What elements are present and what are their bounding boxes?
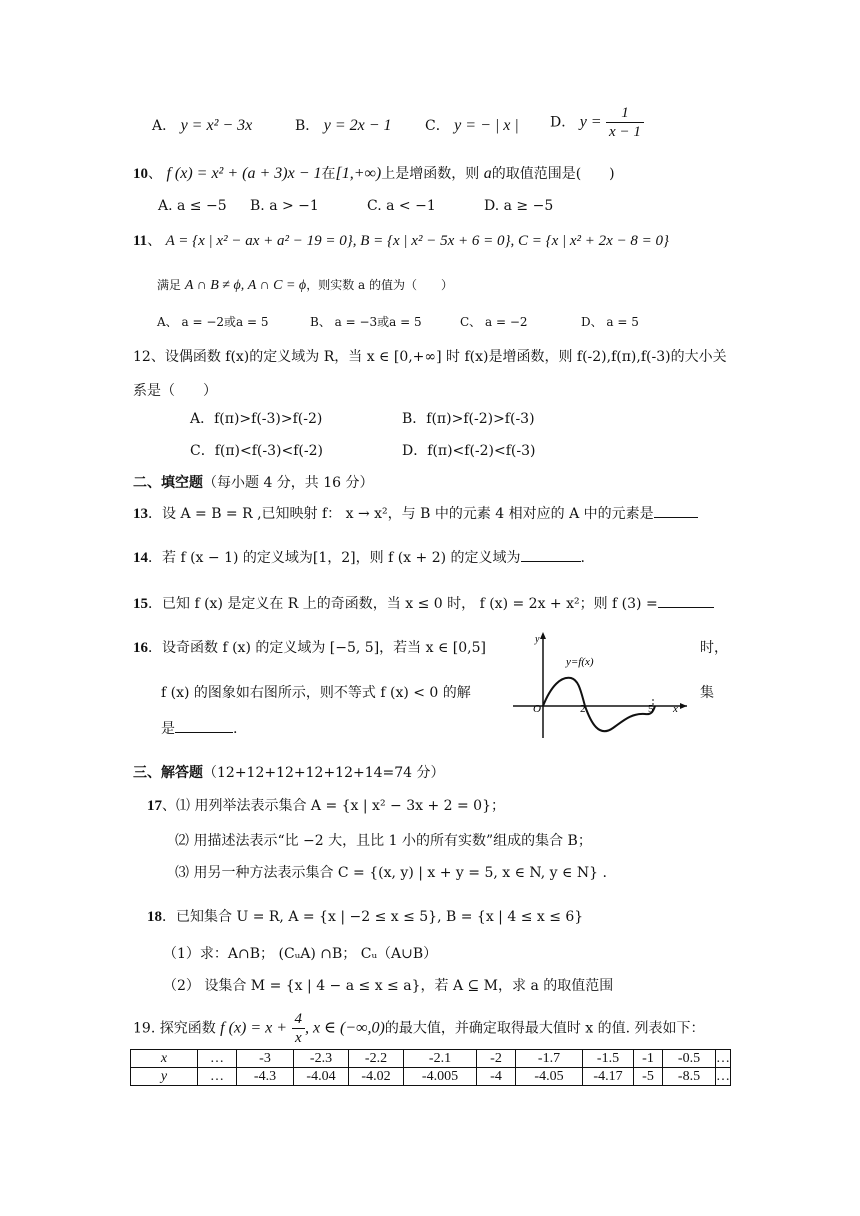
q16-answer-blank[interactable] (175, 732, 233, 733)
q12-text-2: 系是（ ） (133, 383, 217, 399)
table-cell: -5 (634, 1068, 663, 1086)
question-12-line-1 (133, 346, 727, 366)
table-cell: -1 (634, 1050, 663, 1068)
q19-value-table (130, 1049, 731, 1086)
q12-option-d-text: D．f(π)<f(-2)<f(-3) (402, 443, 536, 459)
section-3-note: （12+12+12+12+12+14=74 分） (203, 765, 445, 781)
q10-number: 10 (133, 166, 148, 182)
table-x-header: x (131, 1050, 198, 1068)
q10-function: f (x) = x² + (a + 3)x − 1 (166, 165, 322, 182)
section-fill-in (133, 472, 374, 492)
q19-expr-rhs: , x ∈ (−∞,0) (305, 1019, 385, 1037)
q12-text-1: 12、设偶函数 f(x)的定义域为 R，当 x ∈ [0,+∞] 时 f(x)是增函数，则 f(-2),f(π),f(-3)的大小关 (133, 349, 727, 365)
table-cell: … (198, 1068, 237, 1086)
q11-condition-prefix: 满足 (157, 278, 182, 292)
q10-option-b-text: B. a > −1 (250, 198, 319, 214)
q9-option-b-wrap (295, 115, 392, 135)
q10-option-a-text: A. a ≤ −5 (158, 198, 227, 214)
q11-number: 11 (133, 233, 148, 249)
q12-option-c-text: C．f(π)<f(-3)<f(-2) (190, 443, 323, 459)
question-16-line-3 (161, 718, 237, 738)
q16-text-1b-wrap (700, 637, 728, 657)
table-cell: -4.05 (516, 1068, 583, 1086)
q16-text-2a: f (x) 的图象如右图所示，则不等式 f (x) < 0 的解 (161, 685, 471, 701)
q11-separator: 、 (147, 233, 162, 249)
question-17-line-2 (175, 830, 592, 850)
q11-option-d (581, 313, 639, 330)
q19-fraction-denominator: x (294, 1030, 302, 1046)
q17-number: 17 (147, 798, 162, 814)
q16-function-graph (505, 628, 695, 740)
q17-text-2: ⑵ 用描述法表示“比 −2 大，且比 1 小的所有实数”组成的集合 B； (175, 833, 592, 849)
q19-expr-lhs: f (x) = x + (220, 1019, 288, 1037)
table-row-x (131, 1050, 731, 1068)
q9-option-d-denominator: x − 1 (609, 124, 641, 140)
q14-number: 14 (133, 550, 148, 566)
q9-option-a-label: A． (152, 118, 177, 134)
table-y-header: y (131, 1068, 198, 1086)
q13-answer-blank[interactable] (654, 517, 698, 518)
graph-tick-2: 2 (580, 703, 586, 715)
table-cell: -8.5 (663, 1068, 716, 1086)
question-15 (133, 593, 714, 613)
q11-option-c-text: C、 a = −2 (460, 315, 528, 329)
q9-option-c: y = − | x | (454, 117, 519, 134)
section-3-title: 三、解答题 (133, 765, 203, 781)
q11-condition (157, 276, 453, 294)
q12-option-c (190, 440, 323, 460)
graph-x-label: x (673, 703, 678, 715)
q12-option-d (402, 440, 535, 460)
q10-option-c-text: C. a < −1 (367, 198, 436, 214)
x-axis-arrow-icon (680, 703, 687, 709)
table-cell: -2.2 (349, 1050, 404, 1068)
q10-option-d (484, 198, 553, 214)
table-cell: -0.5 (663, 1050, 716, 1068)
table-cell: -2 (477, 1050, 516, 1068)
graph-y-label: y (535, 634, 540, 645)
q16-text-1a: ．设奇函数 f (x) 的定义域为 [−5, 5]，若当 x ∈ [0,5] (148, 640, 486, 656)
q16-text-2b-wrap (700, 682, 714, 702)
section-2-note: （每小题 4 分，共 16 分） (203, 475, 374, 491)
q11-option-b (310, 313, 422, 330)
q11-condition-expr: A ∩ B ≠ ϕ, A ∩ C = ϕ (184, 278, 307, 293)
q16-number: 16 (133, 640, 148, 656)
table-row-y (131, 1068, 731, 1086)
q16-text-1b: 时， (700, 640, 728, 656)
q13-text: ．设 A = B = R ,已知映射 f： x → x²，与 B 中的元素 4 相对应的 A 中的元素是 (148, 506, 654, 522)
q19-prefix: 19. 探究函数 (133, 1020, 216, 1037)
q9-option-d-lhs: y = (579, 113, 602, 131)
q12-option-b (402, 408, 535, 428)
q19-fraction (292, 1010, 306, 1047)
q11-option-a (157, 313, 268, 330)
q19-fraction-numerator: 4 (292, 1010, 306, 1029)
table-cell: -4.02 (349, 1068, 404, 1086)
q18-number: 18 (147, 909, 162, 925)
q9-option-d-wrap (550, 104, 644, 141)
q14-end: . (580, 550, 585, 566)
q9-option-c-wrap (425, 115, 519, 135)
table-cell: -4 (477, 1068, 516, 1086)
q10-interval: [1,+∞) (335, 165, 382, 182)
q18-text-3: （2） 设集合 M = {x | 4 − a ≤ x ≤ a}，若 A ⊆ M，求 a 的取值范围 (163, 978, 614, 994)
table-cell: -1.5 (583, 1050, 634, 1068)
section-answers (133, 762, 445, 782)
question-13 (133, 503, 698, 523)
q9-option-b: y = 2x − 1 (323, 117, 392, 134)
graph-function-label: y=f(x) (566, 656, 594, 668)
q14-text: ．若 f (x − 1) 的定义域为[1，2]，则 f (x + 2) 的定义域为 (148, 550, 521, 566)
table-cell: -4.3 (237, 1068, 294, 1086)
q10-text-3: 的取值范围是( ) (491, 166, 615, 182)
question-11 (133, 230, 669, 250)
table-cell: -2.1 (404, 1050, 477, 1068)
q11-sets: A = {x | x² − ax + a² − 19 = 0}, B = {x | x² − 5x + 6 = 0}, C = {x | x² + 2x − 8 = 0} (165, 233, 670, 249)
q11-option-d-text: D、 a = 5 (581, 315, 639, 329)
q10-option-a (158, 198, 227, 214)
q16-text-2b: 集 (700, 685, 714, 701)
q16-text-3b: . (233, 721, 238, 737)
table-cell: … (716, 1050, 730, 1066)
question-17-line-3 (175, 862, 607, 882)
q10-option-d-text: D. a ≥ −5 (484, 198, 554, 214)
q9-option-d-label: D． (550, 114, 576, 131)
question-10 (133, 163, 615, 183)
graph-tick-5: 5 (648, 703, 654, 715)
table-cell: -3 (237, 1050, 294, 1068)
graph-origin-label: O (533, 703, 541, 715)
q10-option-c (367, 198, 436, 214)
q9-option-c-label: C． (425, 118, 450, 134)
table-cell: -4.17 (583, 1068, 634, 1086)
q10-text-1: 在 (321, 166, 336, 182)
q12-option-a (190, 408, 322, 428)
graph-curve (543, 678, 655, 731)
section-2-title: 二、填空题 (133, 475, 203, 491)
q15-answer-blank[interactable] (658, 607, 714, 608)
q15-number: 15 (133, 596, 148, 612)
q12-option-b-text: B．f(π)>f(-2)>f(-3) (402, 411, 535, 427)
question-18-line-1 (147, 906, 583, 926)
q17-text-1: 、⑴ 用列举法表示集合 A = {x | x² − 3x + 2 = 0}； (162, 798, 505, 814)
q14-answer-blank[interactable] (521, 561, 581, 562)
q10-variable: a (483, 165, 492, 182)
q18-text-1: ．已知集合 U = R, A = {x | −2 ≤ x ≤ 5}, B = {x | 4 ≤ x ≤ 6} (162, 909, 584, 925)
table-cell: -2.3 (294, 1050, 349, 1068)
question-17-line-1 (147, 795, 505, 815)
q11-option-c (460, 313, 528, 330)
q9-option-a: y = x² − 3x (180, 117, 253, 134)
q19-suffix: 的最大值，并确定取得最大值时 x 的值. 列表如下： (384, 1020, 705, 1037)
table-cell: … (716, 1068, 730, 1084)
question-16-line-1 (133, 637, 486, 657)
question-18-line-3 (163, 975, 613, 995)
q15-text: ．已知 f (x) 是定义在 R 上的奇函数，当 x ≤ 0 时， f (x) = 2x + x²；则 f (3) = (148, 596, 658, 612)
question-14 (133, 547, 585, 567)
question-16-line-2 (161, 682, 471, 702)
table-cell: -4.005 (404, 1068, 477, 1086)
q12-option-a-text: A．f(π)>f(-3)>f(-2) (190, 411, 323, 427)
question-12-line-2 (133, 380, 217, 400)
q9-option-b-label: B． (295, 118, 320, 134)
table-cell: -1.7 (516, 1050, 583, 1068)
question-18-line-2 (163, 943, 437, 963)
q9-options (152, 115, 252, 135)
q10-option-b (250, 198, 319, 214)
q9-option-d-numerator: 1 (606, 104, 644, 123)
question-19 (133, 1010, 705, 1047)
q17-text-3: ⑶ 用另一种方法表示集合 C = {(x, y) | x + y = 5, x ∈ N, y ∈ N} . (175, 865, 607, 881)
table-cell: -4.04 (294, 1068, 349, 1086)
table-cell: … (198, 1050, 237, 1068)
q10-separator: 、 (148, 166, 162, 182)
q13-number: 13 (133, 506, 148, 522)
q18-text-2: （1）求：A∩B； (CᵤA) ∩B； Cᵤ（A∪B） (163, 946, 438, 962)
q16-text-3a: 是 (161, 721, 175, 737)
q9-option-d-fraction (606, 104, 644, 141)
q11-option-a-text: A、 a = −2或a = 5 (157, 315, 269, 329)
q11-option-b-text: B、 a = −3或a = 5 (310, 315, 422, 329)
q10-text-2: 上是增函数，则 (381, 166, 480, 182)
y-axis-arrow-icon (540, 632, 546, 639)
q11-condition-suffix: ，则实数 a 的值为（ ） (306, 278, 453, 292)
